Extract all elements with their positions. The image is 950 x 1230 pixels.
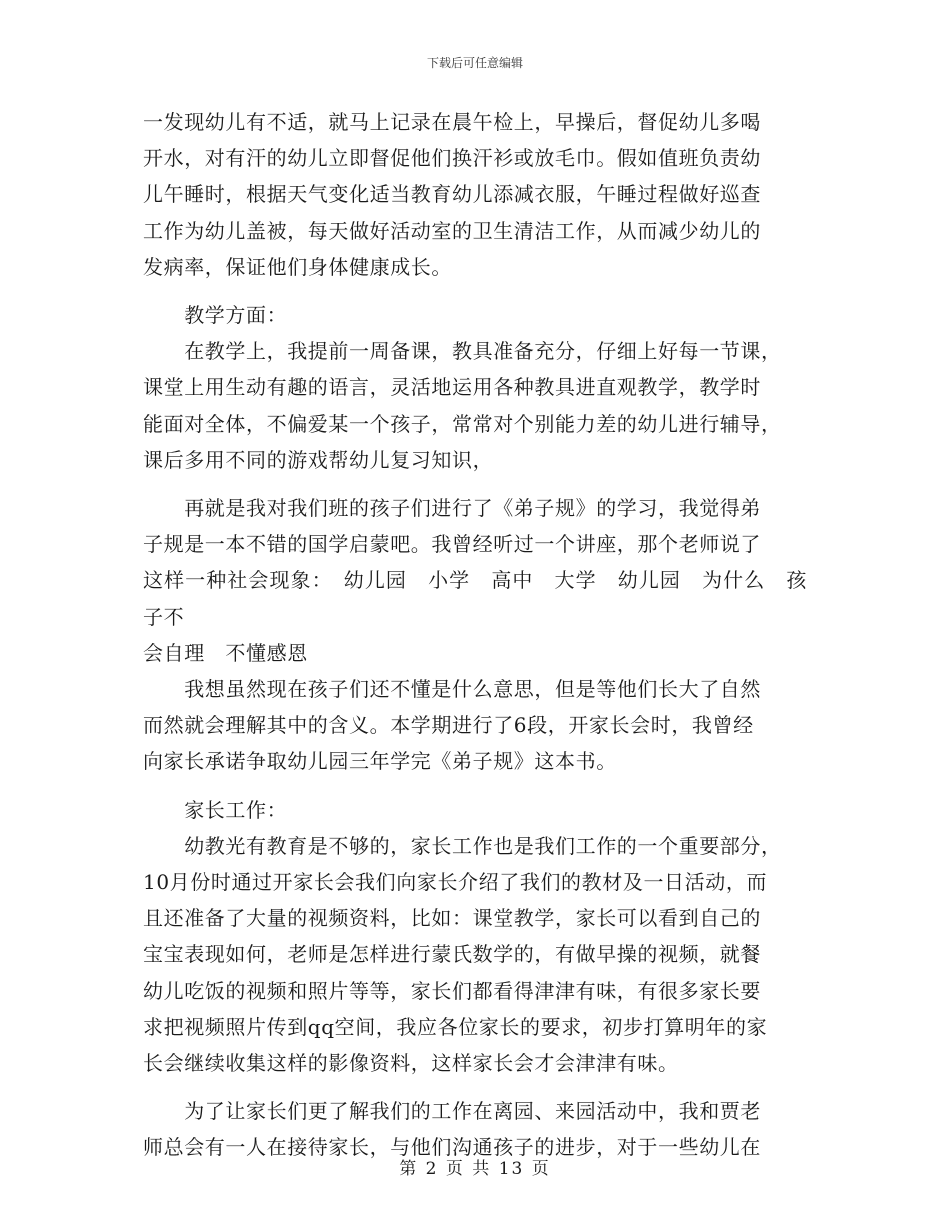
section-heading: 教学方面：	[143, 303, 288, 328]
text-line: 向家长承诺争取幼儿园三年学完《弟子规》这本书。	[143, 749, 617, 774]
text-line: 长会继续收集这样的影像资料，这样家长会才会津津有味。	[143, 1051, 679, 1076]
text-line: 我想虽然现在孩子们还不懂是什么意思，但是等他们长大了自然	[143, 677, 761, 702]
text-line: 工作为幼儿盖被，每天做好活动室的卫生清洁工作，从而减少幼儿的	[143, 218, 761, 243]
text-line: 师总会有一人在接待家长，与他们沟通孩子的进步，对于一些幼儿在	[143, 1135, 761, 1160]
text-line: 发病率，保证他们身体健康成长。	[143, 254, 452, 279]
text-line: 课后多用不同的游戏帮幼儿复习知识，	[143, 447, 494, 472]
text-line: 10月份时通过开家长会我们向家长介绍了我们的教材及一日活动，而	[143, 870, 768, 895]
text-line: 课堂上用生动有趣的语言，灵活地运用各种教具进直观教学，教学时	[143, 375, 761, 400]
text-line: 这样一种社会现象： 幼儿园 小学 高中 大学 幼儿园 为什么 孩子不	[143, 568, 807, 629]
text-line: 而然就会理解其中的含义。本学期进行了6段，开家长会时，我曾经	[143, 713, 754, 738]
page-number-footer: 第 2 页 共 13 页	[399, 1159, 551, 1179]
text-line: 子规是一本不错的国学启蒙吧。我曾经听过一个讲座，那个老师说了	[143, 532, 761, 557]
text-line: 再就是我对我们班的孩子们进行了《弟子规》的学习，我觉得弟	[143, 496, 761, 521]
text-line: 求把视频照片传到qq空间，我应各位家长的要求，初步打算明年的家	[143, 1014, 768, 1039]
text-line: 会自理 不懂感恩	[143, 640, 308, 665]
text-line: 在教学上，我提前一周备课，教具准备充分，仔细上好每一节课，	[143, 339, 782, 364]
text-line: 幼教光有教育是不够的，家长工作也是我们工作的一个重要部分，	[143, 833, 782, 858]
text-line: 能面对全体，不偏爱某一个孩子，常常对个别能力差的幼儿进行辅导，	[143, 411, 782, 436]
text-line: 一发现幼儿有不适，就马上记录在晨午检上，早操后，督促幼儿多喝	[143, 110, 761, 134]
document-body	[143, 104, 807, 1166]
section-heading: 家长工作：	[143, 797, 288, 822]
text-line: 儿午睡时，根据天气变化适当教育幼儿添减衣服，午睡过程做好巡查	[143, 182, 761, 207]
page-header: 下载后可任意编辑	[426, 56, 523, 70]
text-line: 宝宝表现如何，老师是怎样进行蒙氏数学的，有做早操的视频，就餐	[143, 942, 761, 967]
text-line: 幼儿吃饭的视频和照片等等，家长们都看得津津有味，有很多家长要	[143, 978, 761, 1003]
text-line: 为了让家长们更了解我们的工作在离园、来园活动中，我和贾老	[143, 1099, 761, 1124]
text-line: 且还准备了大量的视频资料，比如：课堂教学，家长可以看到自己的	[143, 906, 761, 931]
text-line: 开水，对有汗的幼儿立即督促他们换汗衫或放毛巾。假如值班负责幼	[143, 146, 761, 171]
